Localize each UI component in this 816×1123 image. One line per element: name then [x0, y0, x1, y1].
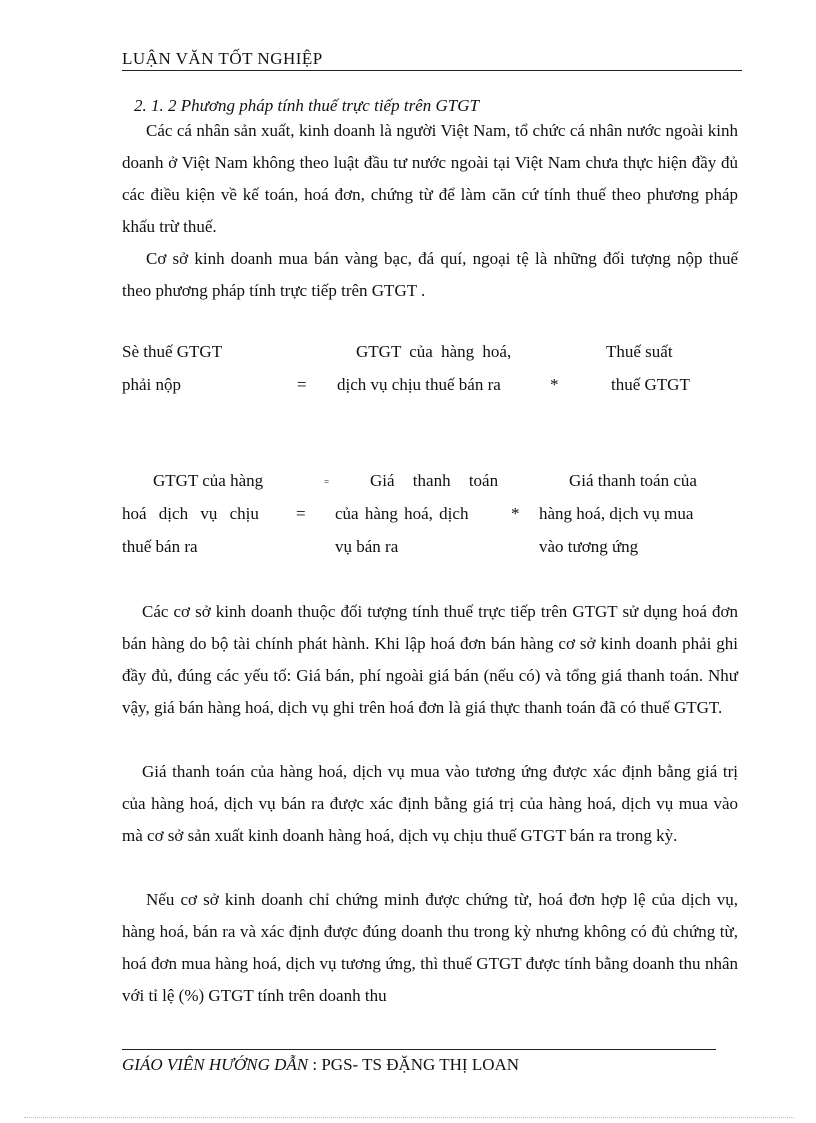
formula2-left-line3: thuế bán ra: [122, 537, 198, 556]
formula1-multiply-sign: *: [550, 375, 559, 394]
formula2-mid-line2: của hàng hoá, dịch: [335, 504, 469, 523]
footer-supervisor-name: PGS- TS ĐẶNG THỊ LOAN: [321, 1055, 520, 1074]
formula2-right-line2: hàng hoá, dịch vụ mua: [539, 504, 694, 523]
paragraph-sales-invoice: Các cơ sở kinh doanh thuộc đối tượng tính thuế trực tiếp trên GTGT sử dụng hoá đơn bán hàng do bộ tài chính phát hành. Khi lập hoá đơn bán hàng cơ sở kinh doanh phải ghi đầy đủ, đúng các yếu tố: Giá bán, phí ngoài giá bán (nếu có) và tổng giá thanh toán. Như vậy, giá bán hàng hoá, dịch vụ ghi trên hoá đơn là giá thực thanh toán đã có thuế GTGT.: [122, 602, 738, 717]
formula2-left-line1: GTGT của hàng: [153, 471, 264, 490]
formula2-equals-sign: =: [296, 504, 306, 523]
formula1-equals-sign: =: [297, 375, 307, 394]
formula2-small-equals-sign: =: [324, 477, 330, 487]
header-divider: [122, 70, 742, 71]
paragraph-gold-silver: Cơ sở kinh doanh mua bán vàng bạc, đá quí, ngoại tệ là những đối tượng nộp thuế theo phương pháp tính trực tiếp trên GTGT .: [122, 249, 738, 300]
formula1-right-line2: thuế GTGT: [611, 375, 690, 394]
formula1-left-line2: phải nộp: [122, 375, 182, 394]
formula2-left-line2: hoá dịch vụ chịu: [122, 504, 259, 523]
formula1-right-line1: Thuế suất: [606, 342, 673, 361]
footer-divider: [122, 1049, 716, 1050]
formula1-mid-line1: GTGT của hàng hoá,: [356, 342, 512, 361]
formula2-mid-line1: Giá thanh toán: [370, 471, 499, 490]
footer-supervisor-label: GIÁO VIÊN HƯỚNG DẪN: [122, 1055, 309, 1074]
page-footer: [122, 1055, 519, 1075]
page-header-title: LUẬN VĂN TỐT NGHIỆP: [122, 49, 323, 68]
paragraph-purchase-price: Giá thanh toán của hàng hoá, dịch vụ mua vào tương ứng được xác định bằng giá trị của hàng hoá, dịch vụ bán ra được xác định bằng giá trị của hàng hoá, dịch vụ mua vào mà cơ sở sản xuất kinh doanh hàng hoá, dịch vụ chịu thuế GTGT bán ra trong kỳ.: [122, 762, 738, 845]
formula2-right-line1: Giá thanh toán của: [569, 471, 697, 490]
formula2-multiply-sign: *: [511, 504, 520, 523]
formula1-mid-line2: dịch vụ chịu thuế bán ra: [337, 375, 501, 394]
page-bottom-dotted-border: [24, 1117, 794, 1118]
formula2-mid-line3: vụ bán ra: [335, 537, 399, 556]
formula2-right-line3: vào tương ứng: [539, 537, 639, 556]
formula1-left-line1: Sè thuế GTGT: [122, 342, 223, 361]
section-heading: 2. 1. 2 Phương pháp tính thuế trực tiếp trên GTGT: [134, 96, 479, 115]
paragraph-revenue-rate: Nếu cơ sở kinh doanh chỉ chứng minh được chứng từ, hoá đơn hợp lệ của dịch vụ, hàng hoá, bán ra và xác định được đúng doanh thu trong kỳ nhưng không có đủ chứng từ, hoá đơn mua hàng hoá, dịch vụ tương ứng, thì thuế GTGT được tính bằng doanh thu nhân với tỉ lệ (%) GTGT tính trên doanh thu: [122, 890, 738, 1005]
paragraph-taxpayers: Các cá nhân sản xuất, kinh doanh là người Việt Nam, tổ chức cá nhân nước ngoài kinh doanh ở Việt Nam không theo luật đầu tư nước ngoài tại Việt Nam chưa thực hiện đầy đủ các điều kiện về kế toán, hoá đơn, chứng từ để làm căn cứ tính thuế theo phương pháp khấu trừ thuế.: [122, 121, 738, 236]
footer-separator: :: [308, 1055, 322, 1074]
